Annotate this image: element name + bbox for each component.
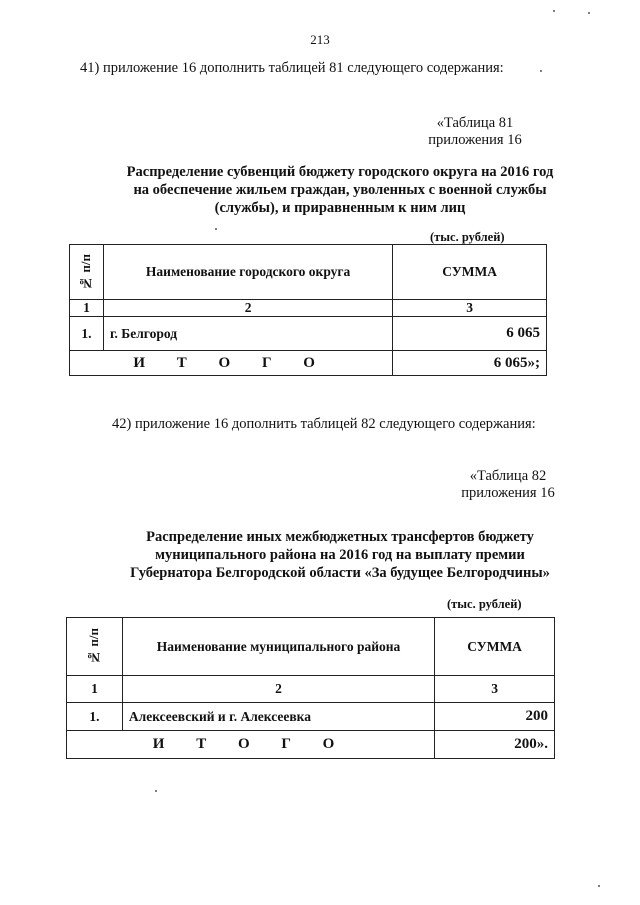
table82-title-line1: Распределение иных межбюджетных трансфертов бюджету <box>146 529 534 545</box>
table82-colnum-3: 3 <box>435 676 555 703</box>
table82-caption-line1: «Таблица 82 <box>469 468 547 484</box>
table81-colnum-2: 2 <box>103 300 392 317</box>
table-row <box>67 703 555 731</box>
table82-colnum-1: 1 <box>67 676 123 703</box>
table82-units: (тыс. рублей) <box>447 597 522 611</box>
table81-total-sum: 6 065»; <box>393 351 547 376</box>
table-row <box>70 317 547 351</box>
table82 <box>66 617 555 759</box>
table82-title <box>40 528 640 582</box>
table82-header-name: Наименование муниципального района <box>122 618 434 676</box>
table81-colnum-3: 3 <box>393 300 547 317</box>
scan-speck <box>553 10 555 12</box>
table82-colnum-row <box>67 676 555 703</box>
table82-title-line3: Губернатора Белгородской области «За будущее Белгородчины» <box>130 565 550 581</box>
table81-title-line3: (службы), и приравненным к ним лиц <box>214 200 466 216</box>
table81-row-num: 1. <box>70 317 104 351</box>
table82-row-sum: 200 <box>435 703 555 731</box>
table81-total-row <box>70 351 547 376</box>
scan-speck <box>215 228 217 230</box>
table82-total-sum: 200». <box>435 731 555 759</box>
table82-header-num: № п/п <box>67 618 123 676</box>
scan-speck <box>155 790 157 792</box>
table82-total-label: И Т О Г О <box>67 731 435 759</box>
table81-header-row <box>70 245 547 300</box>
amendment-41: 41) приложение 16 дополнить таблицей 81 следующего содержания: <box>80 60 504 76</box>
table82-title-line2: муниципального района на 2016 год на выплату премии <box>155 547 525 563</box>
scan-speck <box>540 70 542 72</box>
table81-row-sum: 6 065 <box>393 317 547 351</box>
table81-caption-line1: «Таблица 81 <box>436 115 514 131</box>
table81-title <box>40 163 640 217</box>
table81-header-sum: СУММА <box>393 245 547 300</box>
table81-colnum-row <box>70 300 547 317</box>
amendment-42: 42) приложение 16 дополнить таблицей 82 следующего содержания: <box>112 416 536 432</box>
scan-speck <box>588 12 590 14</box>
table81-units: (тыс. рублей) <box>430 230 505 244</box>
table82-header-sum: СУММА <box>435 618 555 676</box>
table82-colnum-2: 2 <box>122 676 434 703</box>
table81 <box>69 244 547 376</box>
table81-caption <box>415 115 535 149</box>
table82-row-name: Алексеевский и г. Алексеевка <box>122 703 434 731</box>
scan-speck <box>598 885 600 887</box>
table81-header-name: Наименование городского округа <box>103 245 392 300</box>
table82-row-num: 1. <box>67 703 123 731</box>
table81-row-name: г. Белгород <box>103 317 392 351</box>
table82-header-row <box>67 618 555 676</box>
table82-total-row <box>67 731 555 759</box>
table81-colnum-1: 1 <box>70 300 104 317</box>
table81-caption-line2: приложения 16 <box>428 132 522 148</box>
table81-title-line1: Распределение субвенций бюджету городского округа на 2016 год <box>126 164 554 180</box>
page-number: 213 <box>310 32 330 47</box>
table82-caption <box>448 468 568 502</box>
table81-title-line2: на обеспечение жильем граждан, уволенных с военной службы <box>133 182 547 198</box>
table81-header-num: № п/п <box>70 245 104 300</box>
table81-total-label: И Т О Г О <box>70 351 393 376</box>
table82-caption-line2: приложения 16 <box>461 485 555 501</box>
